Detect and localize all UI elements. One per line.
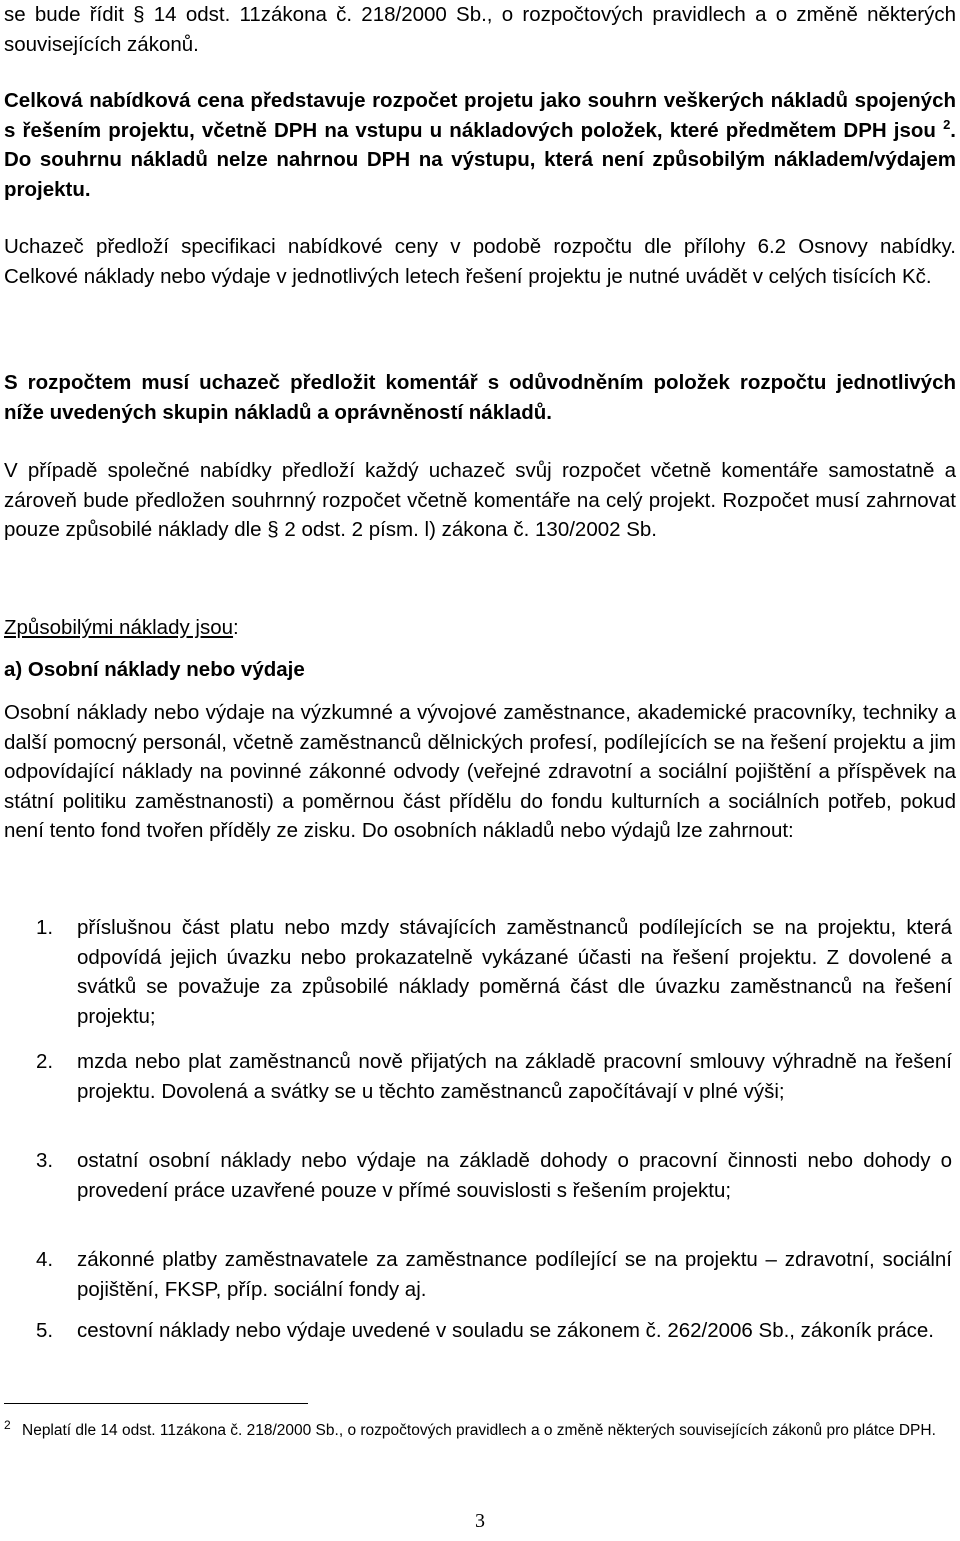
list-item-text: mzda nebo plat zaměstnanců nově přijatých na základě pracovní smlouvy výhradně na řešení projektu. Dovolená a svátky se u těchto zaměstnanců započítávají v plné výši; (77, 1050, 952, 1103)
paragraph-total-price (4, 86, 956, 204)
list-item (36, 1316, 952, 1366)
list-item-number: 5. (36, 1319, 54, 1342)
paragraph-intro: se bude řídit § 14 odst. 11zákona č. 218/2000 Sb., o rozpočtových pravidlech a o změně některých souvisejících zákonů. (4, 3, 956, 56)
footnote-text: Neplatí dle 14 odst. 11zákona č. 218/2000 Sb., o rozpočtových pravidlech a o změně některých souvisejících zákonů pro plátce DPH. (22, 1422, 936, 1439)
paragraph-specification: Uchazeč předloží specifikaci nabídkové ceny v podobě rozpočtu dle přílohy 6.2 Osnovy nabídky. Celkové náklady nebo výdaje v jednotlivých letech řešení projektu je nutné uvádět v celých tisících Kč. (4, 235, 956, 288)
list-item-text: cestovní náklady nebo výdaje uvedené v souladu se zákonem č. 262/2006 Sb., zákoník práce. (77, 1319, 934, 1342)
list-item-text: příslušnou část platu nebo mzdy stávajících zaměstnanců podílejících se na projektu, která odpovídá jejich úvazku nebo prokazatelně vykázané účasti na řešení projektu. Z dovolené a svátků se považuje za způsobilé náklady poměrná část dle úvazku zaměstnanců na řešení projektu; (77, 916, 952, 1028)
list-item (36, 1047, 952, 1125)
paragraph-joint-offer: V případě společné nabídky předloží každý uchazeč svůj rozpočet včetně komentáře samostatně a zároveň bude předložen souhrnný rozpočet včetně komentáře na celý projekt. Rozpočet musí zahrnovat pouze způsobilé náklady dle § 2 odst. 2 písm. l) zákona č. 130/2002 Sb. (4, 459, 956, 541)
personal-costs-list (36, 913, 952, 1366)
footnote-ref[interactable]: 2 (943, 116, 951, 132)
footnote (4, 1420, 956, 1442)
list-item-number: 1. (36, 916, 54, 939)
list-item (36, 913, 952, 1028)
paragraph-comment-requirement: S rozpočtem musí uchazeč předložit komentář s odůvodněním položek rozpočtu jednotlivých níže uvedených skupin nákladů a oprávněností nákladů. (4, 371, 956, 424)
footnote-separator (4, 1403, 308, 1404)
total-price-text-b: . Do souhrnu nákladů nelze nahrnou DPH na výstupu, která není způsobilým nákladem/výdajem projektu. (4, 118, 956, 201)
total-price-text-a: Celková nabídková cena představuje rozpočet projetu jako souhrn veškerých nákladů spojených s řešením projektu, včetně DPH na vstupu u nákladových položek, které předmětem DPH jsou (4, 89, 956, 142)
eligible-costs-heading-text: Způsobilými náklady jsou (4, 616, 234, 639)
section-a-text: Osobní náklady nebo výdaje na výzkumné a vývojové zaměstnance, akademické pracovníky, techniky a další pomocný personál, včetně zaměstnanců dělnických profesí, podílejících se na řešení projektu a jim odpovídající náklady na povinné zákonné odvody (veřejné zdravotní a sociální pojištění a příspěvek na státní politiku zaměstnanosti) a poměrnou část přídělu do fondu kulturních a sociálních potřeb, pokud není tento fond tvořen příděly ze zisku. Do osobních nákladů nebo výdajů lze zahrnout: (4, 701, 956, 842)
list-item-number: 4. (36, 1248, 54, 1271)
list-item-text: ostatní osobní náklady nebo výdaje na základě dohody o pracovní činnosti nebo dohody o provedení práce uzavřené pouze v přímé souvislosti s řešením projektu; (77, 1149, 952, 1202)
footnote-mark: 2 (4, 1418, 11, 1432)
list-item-text: zákonné platby zaměstnavatele za zaměstnance podílející se na projektu – zdravotní, sociální pojištění, FKSP, příp. sociální fondy aj. (77, 1248, 952, 1301)
list-item (36, 1146, 952, 1224)
eligible-costs-heading: Způsobilými náklady jsou: (4, 616, 239, 639)
section-a-heading: a) Osobní náklady nebo výdaje (4, 658, 305, 681)
list-item-number: 2. (36, 1050, 54, 1073)
page-number: 3 (475, 1510, 485, 1532)
list-item-number: 3. (36, 1149, 54, 1172)
list-item (36, 1245, 952, 1301)
